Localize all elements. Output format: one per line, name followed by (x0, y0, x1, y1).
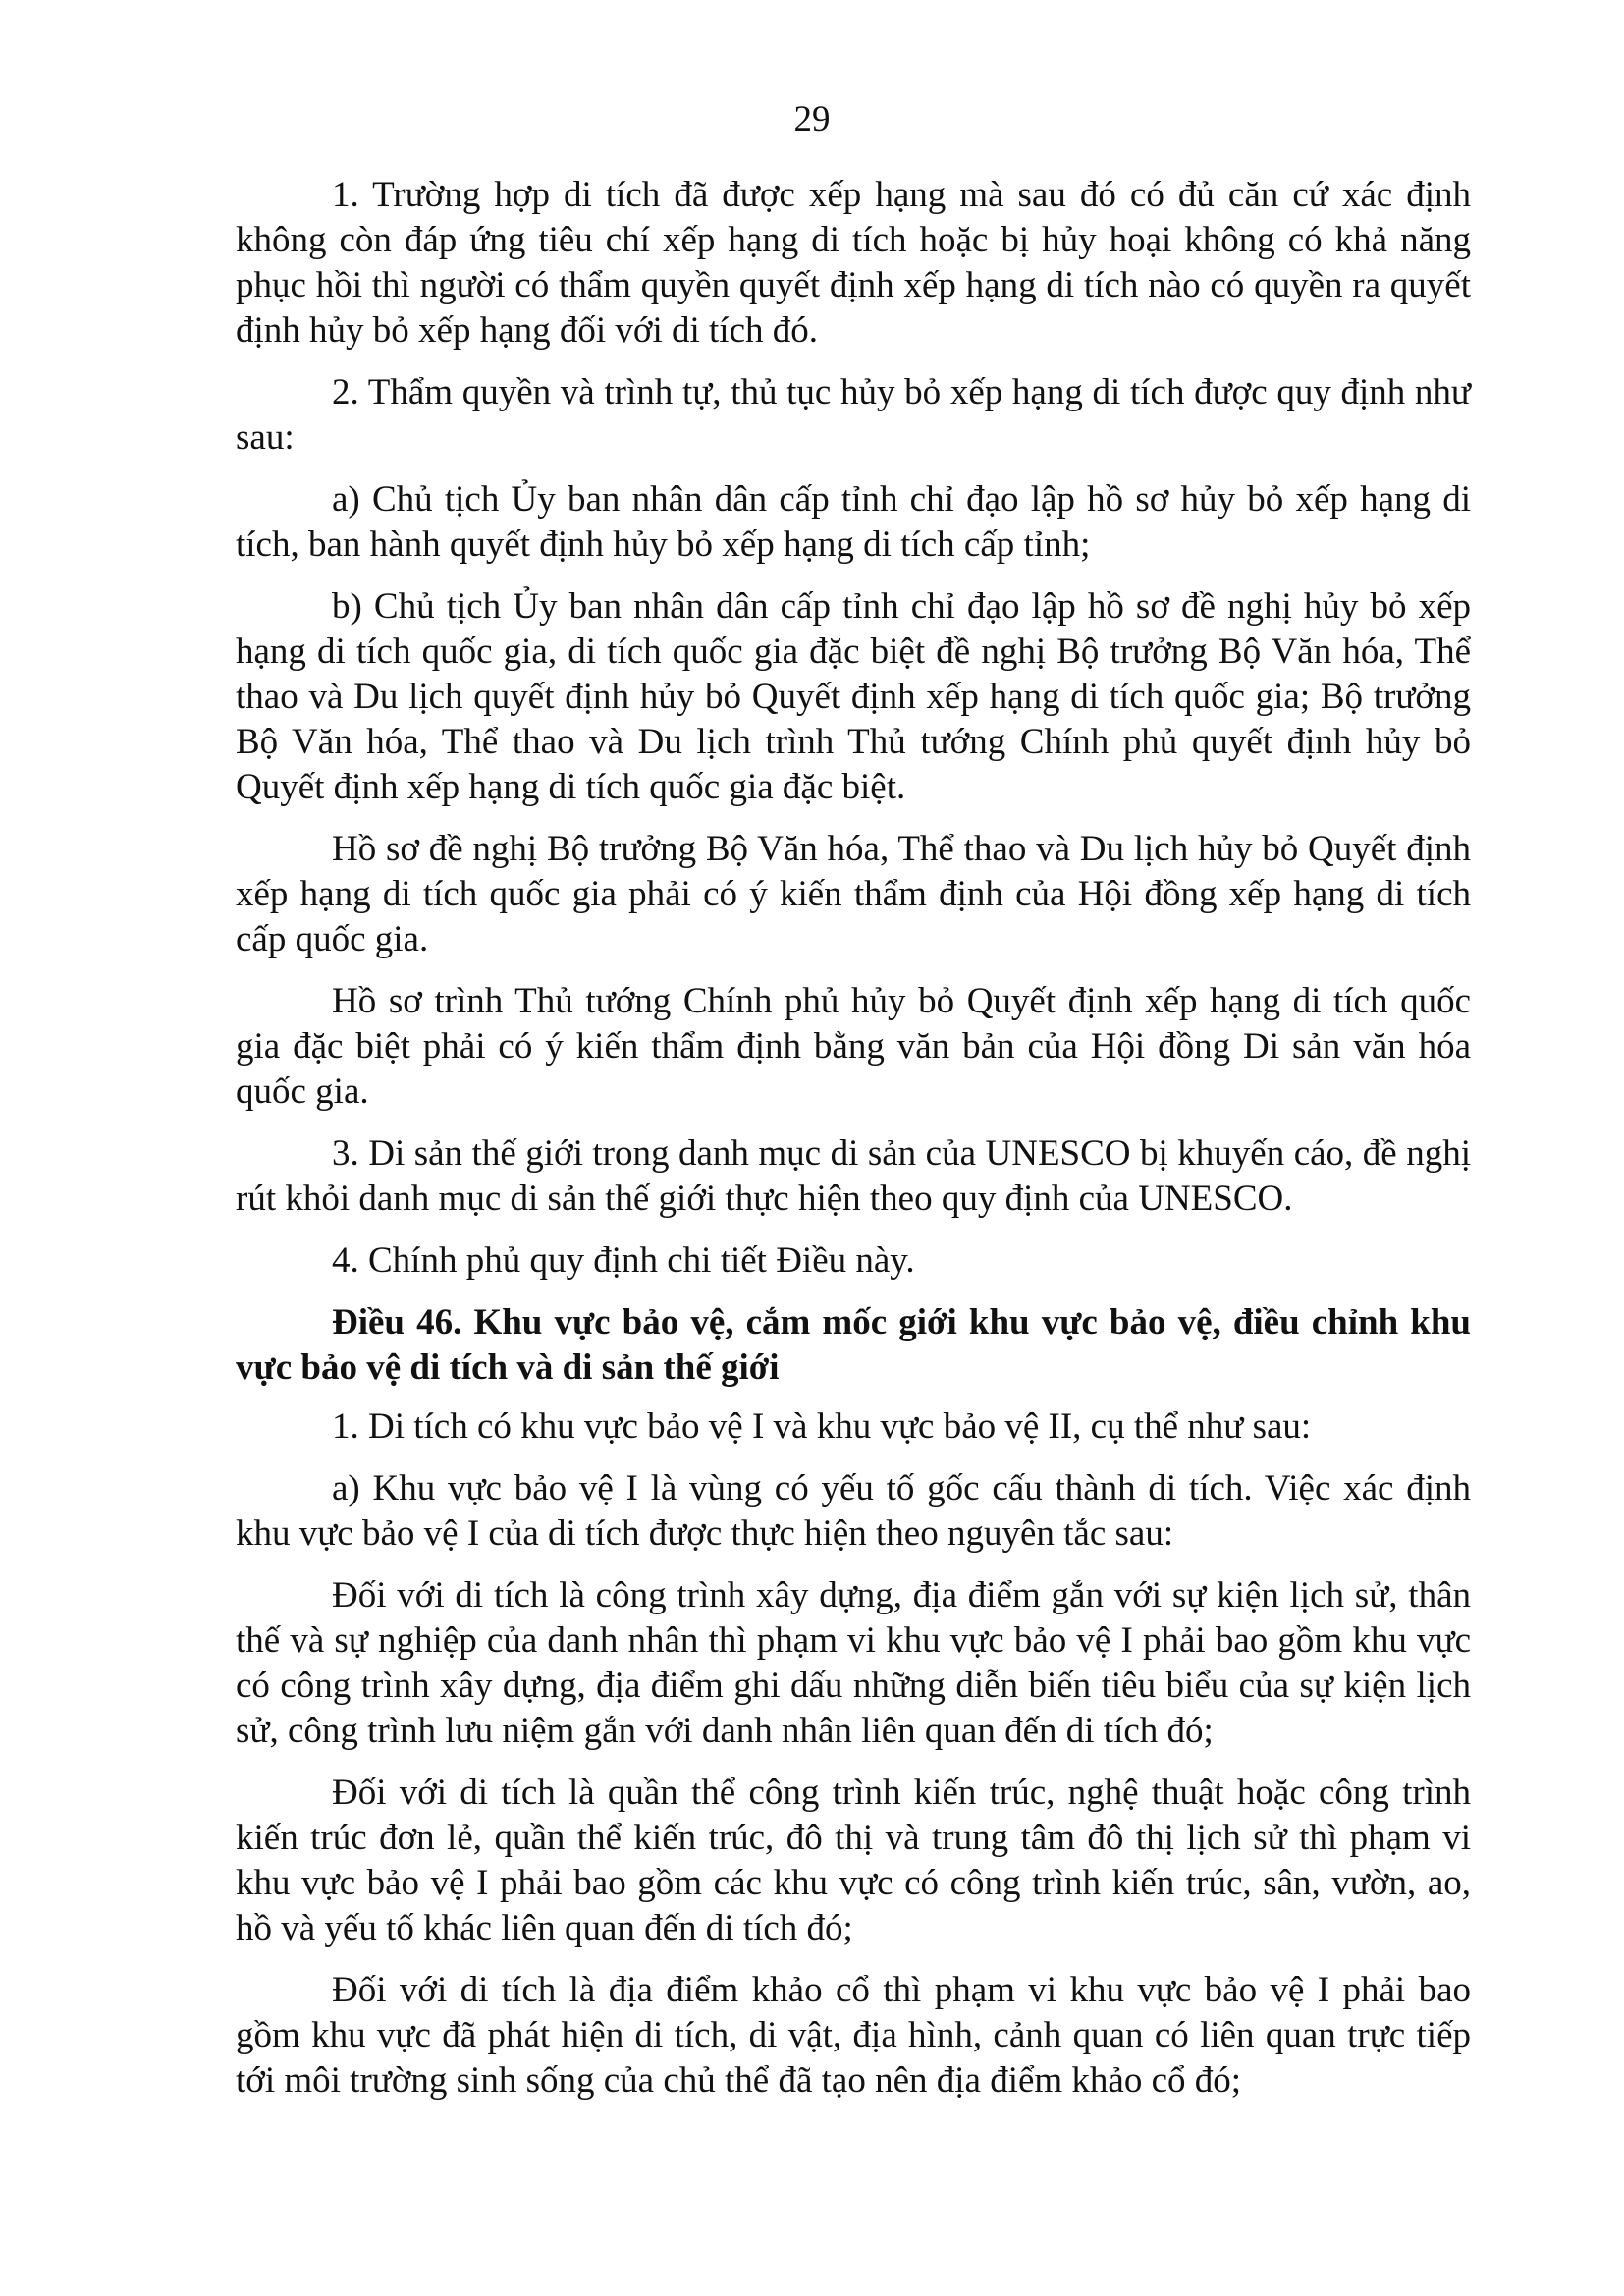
paragraph-dossier-minister: Hồ sơ đề nghị Bộ trưởng Bộ Văn hóa, Thể thao và Du lịch hủy bỏ Quyết định xếp hạng di tích quốc gia phải có ý kiến thẩm định của Hội đồng xếp hạng di tích cấp quốc gia. (236, 829, 1471, 959)
document-body (236, 173, 1471, 2120)
paragraph-dossier-prime-minister: Hồ sơ trình Thủ tướng Chính phủ hủy bỏ Quyết định xếp hạng di tích quốc gia đặc biệt phải có ý kiến thẩm định bằng văn bản của Hội đồng Di sản văn hóa quốc gia. (236, 981, 1471, 1112)
article-paragraph-1: 1. Di tích có khu vực bảo vệ I và khu vực bảo vệ II, cụ thể như sau: (332, 1406, 1312, 1447)
article-separator: . (453, 1302, 474, 1342)
article-number: Điều 46 (332, 1302, 454, 1342)
paragraph-clause-2b: b) Chủ tịch Ủy ban nhân dân cấp tỉnh chỉ đạo lập hồ sơ đề nghị hủy bỏ xếp hạng di tích quốc gia, di tích quốc gia đặc biệt đề nghị Bộ trưởng Bộ Văn hóa, Thể thao và Du lịch quyết định hủy bỏ Quyết định xếp hạng di tích quốc gia; Bộ trưởng Bộ Văn hóa, Thể thao và Du lịch trình Thủ tướng Chính phủ quyết định hủy bỏ Quyết định xếp hạng di tích quốc gia đặc biệt. (236, 586, 1471, 807)
article-heading (236, 1300, 1471, 1391)
article-paragraph-construction: Đối với di tích là công trình xây dựng, địa điểm gắn với sự kiện lịch sử, thân thế và sự nghiệp của danh nhân thì phạm vi khu vực bảo vệ I phải bao gồm khu vực có công trình xây dựng, địa điểm ghi dấu những diễn biến tiêu biểu của sự kiện lịch sử, công trình lưu niệm gắn với danh nhân liên quan đến di tích đó; (236, 1575, 1471, 1751)
paragraph-clause-1: 1. Trường hợp di tích đã được xếp hạng mà sau đó có đủ căn cứ xác định không còn đáp ứng tiêu chí xếp hạng di tích hoặc bị hủy hoại không có khả năng phục hồi thì người có thẩm quyền quyết định xếp hạng di tích nào có quyền ra quyết định hủy bỏ xếp hạng đối với di tích đó. (236, 175, 1471, 351)
paragraph-clause-2: 2. Thẩm quyền và trình tự, thủ tục hủy bỏ xếp hạng di tích được quy định như sau: (236, 372, 1471, 458)
page-number: 29 (793, 99, 831, 139)
paragraph-clause-2a: a) Chủ tịch Ủy ban nhân dân cấp tỉnh chỉ đạo lập hồ sơ hủy bỏ xếp hạng di tích, ban hành quyết định hủy bỏ xếp hạng di tích cấp tỉnh; (236, 479, 1471, 565)
article-paragraph-archaeology: Đối với di tích là địa điểm khảo cổ thì phạm vi khu vực bảo vệ I phải bao gồm khu vực đã phát hiện di tích, di vật, địa hình, cảnh quan có liên quan trực tiếp tới môi trường sinh sống của chủ thể đã tạo nên địa điểm khảo cổ đó; (236, 1970, 1471, 2101)
article-paragraph-1a: a) Khu vực bảo vệ I là vùng có yếu tố gốc cấu thành di tích. Việc xác định khu vực bảo vệ I của di tích được thực hiện theo nguyên tắc sau: (236, 1468, 1471, 1554)
paragraph-clause-4: 4. Chính phủ quy định chi tiết Điều này. (332, 1240, 915, 1281)
article-title: Khu vực bảo vệ, cắm mốc giới khu vực bảo vệ, điều chỉnh khu vực bảo vệ di tích và di sản thế giới (236, 1302, 1472, 1388)
paragraph-clause-3: 3. Di sản thế giới trong danh mục di sản của UNESCO bị khuyến cáo, đề nghị rút khỏi danh mục di sản thế giới thực hiện theo quy định của UNESCO. (236, 1133, 1471, 1219)
article-paragraph-architecture: Đối với di tích là quần thể công trình kiến trúc, nghệ thuật hoặc công trình kiến trúc đơn lẻ, quần thể kiến trúc, đô thị và trung tâm đô thị lịch sử thì phạm vi khu vực bảo vệ I phải bao gồm các khu vực có công trình kiến trúc, sân, vườn, ao, hồ và yếu tố khác liên quan đến di tích đó; (236, 1773, 1471, 1948)
